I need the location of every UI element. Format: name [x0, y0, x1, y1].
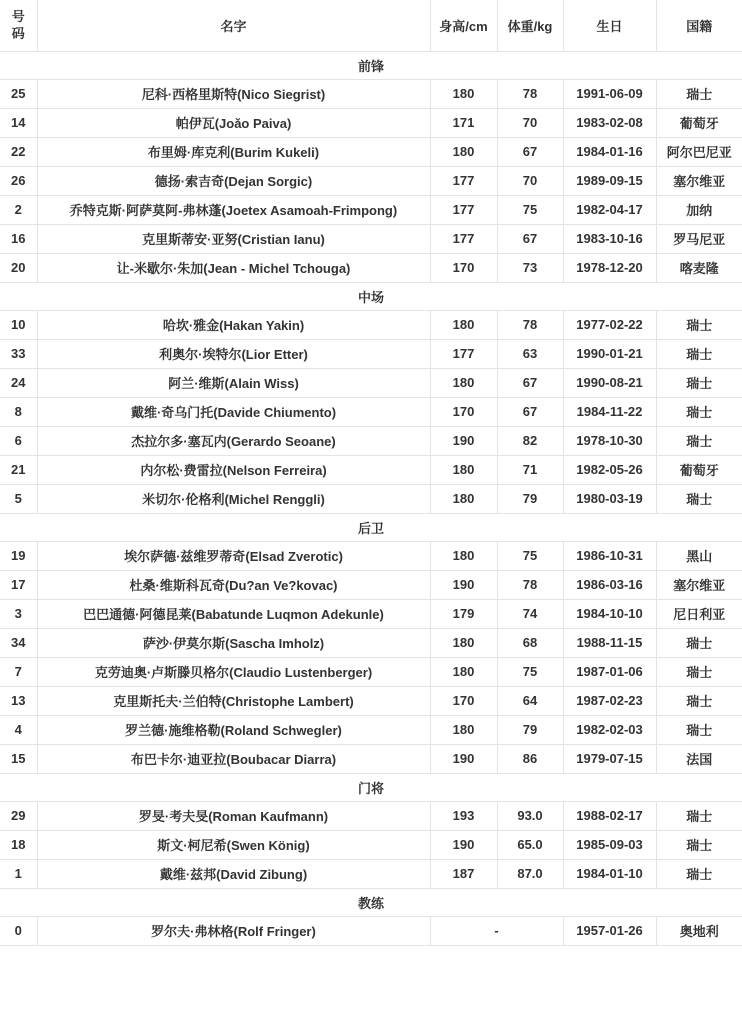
player-row	[0, 137, 742, 166]
number-cell: 0	[0, 916, 37, 945]
weight-cell: 78	[497, 79, 563, 108]
number-cell: 34	[0, 628, 37, 657]
name-cell: 布里姆·库克利(Burim Kukeli)	[37, 137, 430, 166]
number-cell: 13	[0, 686, 37, 715]
number-cell: 26	[0, 166, 37, 195]
height-cell: 180	[430, 79, 497, 108]
birthday-cell: 1978-10-30	[563, 426, 656, 455]
nationality-cell: 瑞士	[656, 801, 742, 830]
player-row	[0, 79, 742, 108]
height-cell: 170	[430, 253, 497, 282]
player-row	[0, 253, 742, 282]
column-header-nationality: 国籍	[656, 0, 742, 51]
nationality-cell: 加纳	[656, 195, 742, 224]
number-cell: 14	[0, 108, 37, 137]
number-cell: 3	[0, 599, 37, 628]
player-row	[0, 426, 742, 455]
section-row	[0, 513, 742, 541]
height-cell: 180	[430, 484, 497, 513]
section-title: 后卫	[0, 513, 742, 541]
number-cell: 15	[0, 744, 37, 773]
table-header	[0, 0, 742, 51]
nationality-cell: 罗马尼亚	[656, 224, 742, 253]
column-header-height: 身高/cm	[430, 0, 497, 51]
birthday-cell: 1990-01-21	[563, 339, 656, 368]
nationality-cell: 瑞士	[656, 686, 742, 715]
weight-cell: 93.0	[497, 801, 563, 830]
nationality-cell: 瑞士	[656, 715, 742, 744]
weight-cell: 82	[497, 426, 563, 455]
nationality-cell: 瑞士	[656, 310, 742, 339]
number-cell: 18	[0, 830, 37, 859]
section-title: 中场	[0, 282, 742, 310]
section-title: 门将	[0, 773, 742, 801]
height-cell: 177	[430, 224, 497, 253]
weight-cell: 87.0	[497, 859, 563, 888]
nationality-cell: 瑞士	[656, 484, 742, 513]
number-cell: 8	[0, 397, 37, 426]
nationality-cell: 瑞士	[656, 368, 742, 397]
height-cell: 171	[430, 108, 497, 137]
nationality-cell: 瑞士	[656, 339, 742, 368]
height-cell: 180	[430, 541, 497, 570]
number-cell: 16	[0, 224, 37, 253]
height-cell: 170	[430, 397, 497, 426]
birthday-cell: 1982-02-03	[563, 715, 656, 744]
weight-cell: 79	[497, 715, 563, 744]
name-cell: 戴维·兹邦(David Zibung)	[37, 859, 430, 888]
section-title: 前锋	[0, 51, 742, 79]
name-cell: 戴维·奇乌门托(Davide Chiumento)	[37, 397, 430, 426]
height-cell: 180	[430, 628, 497, 657]
birthday-cell: 1990-08-21	[563, 368, 656, 397]
nationality-cell: 瑞士	[656, 426, 742, 455]
name-cell: 巴巴通德·阿德昆莱(Babatunde Luqmon Adekunle)	[37, 599, 430, 628]
player-row	[0, 657, 742, 686]
column-header-weight: 体重/kg	[497, 0, 563, 51]
player-row	[0, 166, 742, 195]
player-row	[0, 628, 742, 657]
player-row	[0, 744, 742, 773]
weight-cell: 78	[497, 310, 563, 339]
name-cell: 杰拉尔多·塞瓦内(Gerardo Seoane)	[37, 426, 430, 455]
height-cell: 190	[430, 830, 497, 859]
name-cell: 阿兰·维斯(Alain Wiss)	[37, 368, 430, 397]
player-row	[0, 368, 742, 397]
player-row	[0, 715, 742, 744]
name-cell: 斯文·柯尼希(Swen König)	[37, 830, 430, 859]
player-row	[0, 686, 742, 715]
birthday-cell: 1978-12-20	[563, 253, 656, 282]
column-header-birthday: 生日	[563, 0, 656, 51]
nationality-cell: 塞尔维亚	[656, 166, 742, 195]
section-title: 教练	[0, 888, 742, 916]
player-row	[0, 455, 742, 484]
number-cell: 19	[0, 541, 37, 570]
height-cell: 180	[430, 715, 497, 744]
birthday-cell: 1984-10-10	[563, 599, 656, 628]
player-row	[0, 570, 742, 599]
section-row	[0, 282, 742, 310]
birthday-cell: 1980-03-19	[563, 484, 656, 513]
weight-cell: 75	[497, 541, 563, 570]
section-row	[0, 888, 742, 916]
number-cell: 1	[0, 859, 37, 888]
height-cell: 190	[430, 570, 497, 599]
birthday-cell: 1983-02-08	[563, 108, 656, 137]
column-header-number: 号码	[0, 0, 37, 51]
height-cell: 190	[430, 426, 497, 455]
player-row	[0, 916, 742, 945]
birthday-cell: 1982-04-17	[563, 195, 656, 224]
player-row	[0, 224, 742, 253]
name-cell: 克里斯托夫·兰伯特(Christophe Lambert)	[37, 686, 430, 715]
height-cell: 193	[430, 801, 497, 830]
weight-cell: 67	[497, 397, 563, 426]
birthday-cell: 1988-11-15	[563, 628, 656, 657]
birthday-cell: 1986-10-31	[563, 541, 656, 570]
section-row	[0, 773, 742, 801]
name-cell: 克劳迪奥·卢斯滕贝格尔(Claudio Lustenberger)	[37, 657, 430, 686]
height-cell: 187	[430, 859, 497, 888]
height-cell: 179	[430, 599, 497, 628]
birthday-cell: 1984-01-10	[563, 859, 656, 888]
player-row	[0, 195, 742, 224]
birthday-cell: 1986-03-16	[563, 570, 656, 599]
name-cell: 萨沙·伊莫尔斯(Sascha Imholz)	[37, 628, 430, 657]
weight-cell: 70	[497, 108, 563, 137]
birthday-cell: 1988-02-17	[563, 801, 656, 830]
player-row	[0, 310, 742, 339]
number-cell: 24	[0, 368, 37, 397]
name-cell: 乔特克斯·阿萨莫阿-弗林蓬(Joetex Asamoah-Frimpong)	[37, 195, 430, 224]
number-cell: 20	[0, 253, 37, 282]
height-cell: 177	[430, 339, 497, 368]
birthday-cell: 1979-07-15	[563, 744, 656, 773]
nationality-cell: 法国	[656, 744, 742, 773]
nationality-cell: 尼日利亚	[656, 599, 742, 628]
birthday-cell: 1989-09-15	[563, 166, 656, 195]
weight-cell: 79	[497, 484, 563, 513]
nationality-cell: 黑山	[656, 541, 742, 570]
weight-cell: 75	[497, 195, 563, 224]
birthday-cell: 1991-06-09	[563, 79, 656, 108]
nationality-cell: 瑞士	[656, 79, 742, 108]
number-cell: 33	[0, 339, 37, 368]
name-cell: 哈坎·雅金(Hakan Yakin)	[37, 310, 430, 339]
birthday-cell: 1987-02-23	[563, 686, 656, 715]
height-cell: 170	[430, 686, 497, 715]
number-cell: 7	[0, 657, 37, 686]
name-cell: 罗兰德·施维格勒(Roland Schwegler)	[37, 715, 430, 744]
table-body	[0, 51, 742, 945]
name-cell: 埃尔萨德·兹维罗蒂奇(Elsad Zverotic)	[37, 541, 430, 570]
height-cell: 180	[430, 455, 497, 484]
name-cell: 罗旻·考夫旻(Roman Kaufmann)	[37, 801, 430, 830]
height-cell: 180	[430, 137, 497, 166]
player-row	[0, 339, 742, 368]
weight-cell: 86	[497, 744, 563, 773]
player-row	[0, 108, 742, 137]
nationality-cell: 阿尔巴尼亚	[656, 137, 742, 166]
height-cell: 180	[430, 657, 497, 686]
birthday-cell: 1957-01-26	[563, 916, 656, 945]
height-cell: 180	[430, 310, 497, 339]
column-header-name: 名字	[37, 0, 430, 51]
birthday-cell: 1985-09-03	[563, 830, 656, 859]
weight-cell: 74	[497, 599, 563, 628]
weight-cell: 64	[497, 686, 563, 715]
name-cell: 利奥尔·埃特尔(Lior Etter)	[37, 339, 430, 368]
player-row	[0, 484, 742, 513]
player-row	[0, 541, 742, 570]
name-cell: 德扬·索吉奇(Dejan Sorgic)	[37, 166, 430, 195]
number-cell: 17	[0, 570, 37, 599]
weight-cell: 67	[497, 224, 563, 253]
name-cell: 布巴卡尔·迪亚拉(Boubacar Diarra)	[37, 744, 430, 773]
height-cell: 177	[430, 195, 497, 224]
number-cell: 29	[0, 801, 37, 830]
name-cell: 内尔松·费雷拉(Nelson Ferreira)	[37, 455, 430, 484]
weight-cell: 67	[497, 137, 563, 166]
number-cell: 21	[0, 455, 37, 484]
weight-cell: 67	[497, 368, 563, 397]
nationality-cell: 瑞士	[656, 859, 742, 888]
birthday-cell: 1984-01-16	[563, 137, 656, 166]
nationality-cell: 喀麦隆	[656, 253, 742, 282]
number-cell: 25	[0, 79, 37, 108]
name-cell: 米切尔·伦格利(Michel Renggli)	[37, 484, 430, 513]
nationality-cell: 瑞士	[656, 657, 742, 686]
number-cell: 5	[0, 484, 37, 513]
weight-cell: 68	[497, 628, 563, 657]
birthday-cell: 1987-01-06	[563, 657, 656, 686]
name-cell: 罗尔夫·弗林格(Rolf Fringer)	[37, 916, 430, 945]
number-cell: 6	[0, 426, 37, 455]
name-cell: 帕伊瓦(Joǎo Paiva)	[37, 108, 430, 137]
nationality-cell: 奥地利	[656, 916, 742, 945]
player-row	[0, 599, 742, 628]
weight-cell: 70	[497, 166, 563, 195]
name-cell: 杜桑·维斯科瓦奇(Du?an Ve?kovac)	[37, 570, 430, 599]
number-cell: 2	[0, 195, 37, 224]
number-cell: 22	[0, 137, 37, 166]
name-cell: 克里斯蒂安·亚努(Cristian Ianu)	[37, 224, 430, 253]
nationality-cell: 瑞士	[656, 830, 742, 859]
height-weight-cell: -	[430, 916, 563, 945]
nationality-cell: 瑞士	[656, 628, 742, 657]
name-cell: 让-米歇尔·朱加(Jean - Michel Tchouga)	[37, 253, 430, 282]
number-cell: 4	[0, 715, 37, 744]
section-row	[0, 51, 742, 79]
player-row	[0, 830, 742, 859]
number-cell: 10	[0, 310, 37, 339]
birthday-cell: 1984-11-22	[563, 397, 656, 426]
weight-cell: 73	[497, 253, 563, 282]
weight-cell: 78	[497, 570, 563, 599]
birthday-cell: 1982-05-26	[563, 455, 656, 484]
weight-cell: 71	[497, 455, 563, 484]
weight-cell: 75	[497, 657, 563, 686]
player-row	[0, 397, 742, 426]
height-cell: 177	[430, 166, 497, 195]
weight-cell: 63	[497, 339, 563, 368]
height-cell: 180	[430, 368, 497, 397]
player-row	[0, 801, 742, 830]
player-row	[0, 859, 742, 888]
nationality-cell: 葡萄牙	[656, 108, 742, 137]
nationality-cell: 瑞士	[656, 397, 742, 426]
name-cell: 尼科·西格里斯特(Nico Siegrist)	[37, 79, 430, 108]
header-row	[0, 0, 742, 51]
weight-cell: 65.0	[497, 830, 563, 859]
nationality-cell: 塞尔维亚	[656, 570, 742, 599]
birthday-cell: 1977-02-22	[563, 310, 656, 339]
height-cell: 190	[430, 744, 497, 773]
nationality-cell: 葡萄牙	[656, 455, 742, 484]
birthday-cell: 1983-10-16	[563, 224, 656, 253]
